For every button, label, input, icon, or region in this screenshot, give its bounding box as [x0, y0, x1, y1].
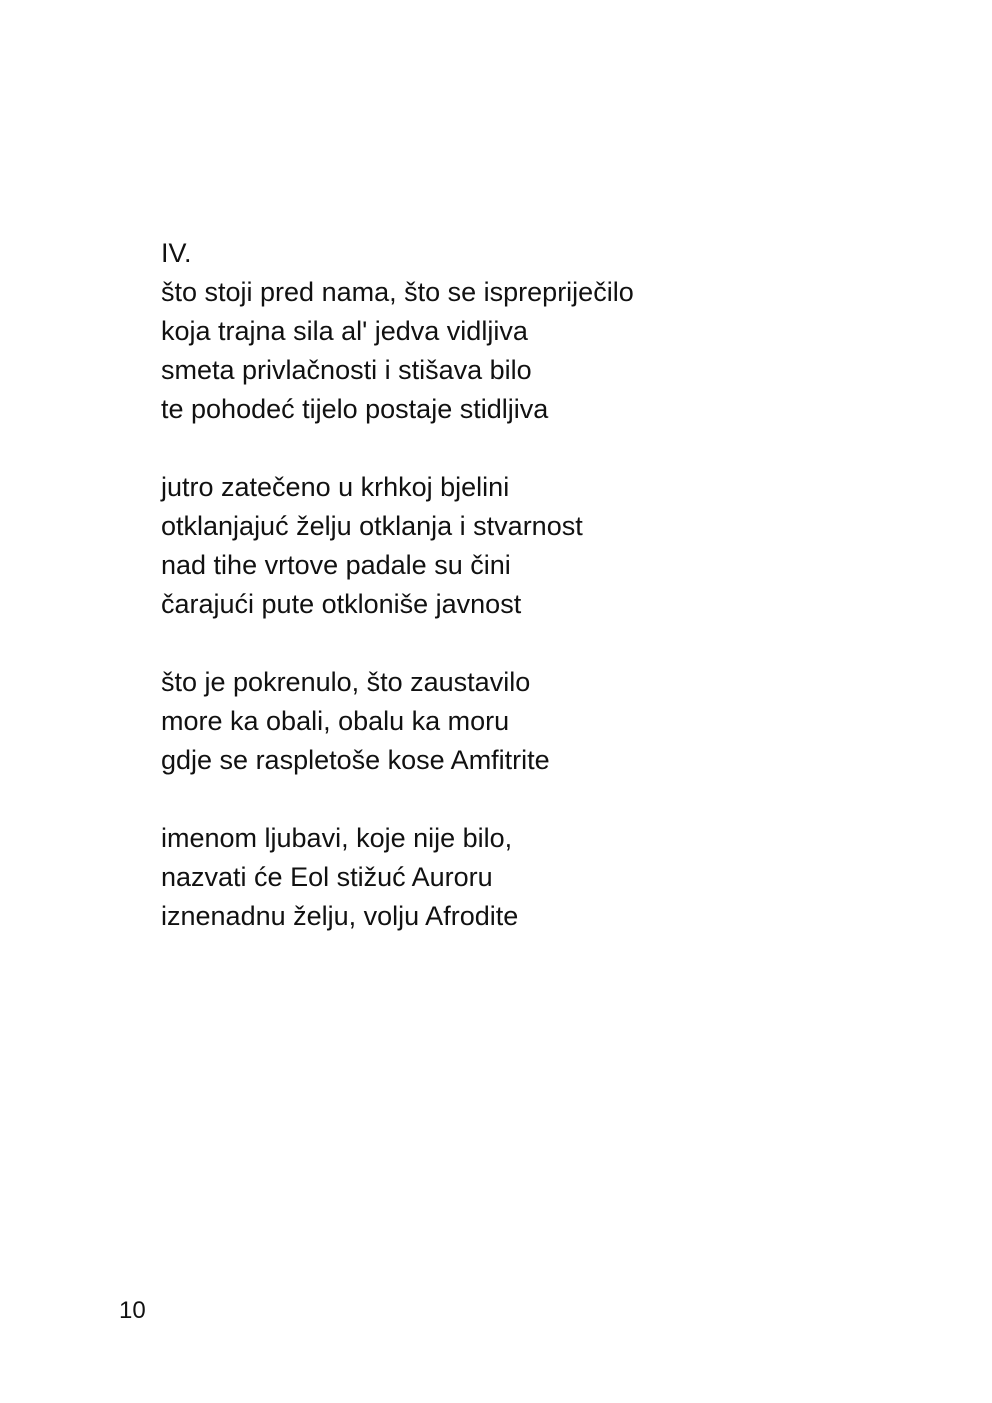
stanza-4	[161, 819, 921, 936]
poem-line: te pohodeć tijelo postaje stidljiva	[161, 394, 549, 424]
poem-line: imenom ljubavi, koje nije bilo,	[161, 823, 513, 853]
stanza-2	[161, 468, 921, 624]
poem-line: otklanjajuć želju otklanja i stvarnost	[161, 511, 583, 541]
poem	[161, 234, 921, 936]
poem-line: nad tihe vrtove padale su čini	[161, 550, 511, 580]
poem-line: more ka obali, obalu ka moru	[161, 706, 510, 736]
poem-line: nazvati će Eol stižuć Auroru	[161, 862, 493, 892]
poem-line: smeta privlačnosti i stišava bilo	[161, 355, 532, 385]
poem-line: čarajući pute otkloniše javnost	[161, 589, 522, 619]
section-title: IV.	[161, 238, 192, 268]
poem-line: što stoji pred nama, što se isprepriječilo	[161, 277, 634, 307]
stanza-1	[161, 273, 921, 429]
stanza-3	[161, 663, 921, 780]
poem-line: gdje se raspletoše kose Amfitrite	[161, 745, 550, 775]
poem-line: iznenadnu želju, volju Afrodite	[161, 901, 519, 931]
page-number: 10	[119, 1297, 146, 1324]
poem-line: jutro zatečeno u krhkoj bjelini	[161, 472, 510, 502]
poem-line: što je pokrenulo, što zaustavilo	[161, 667, 531, 697]
poem-line: koja trajna sila al' jedva vidljiva	[161, 316, 528, 346]
